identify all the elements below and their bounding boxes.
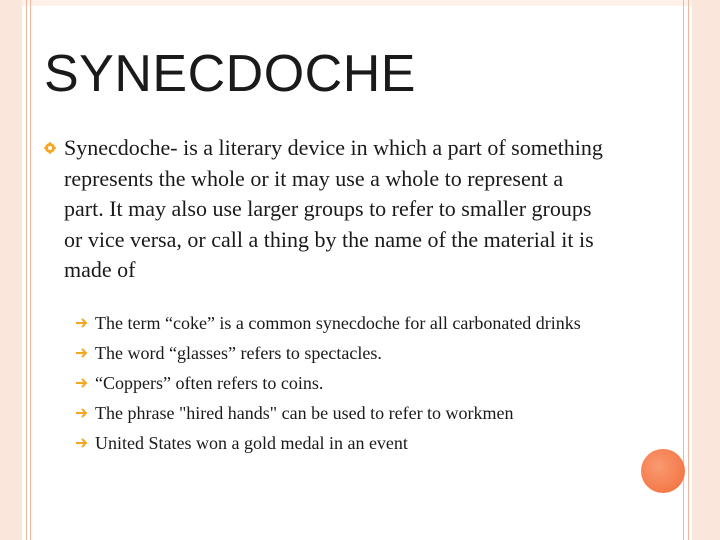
main-bullet [44,133,604,286]
sub-bullet-item [74,341,644,365]
right-border-line [688,0,689,540]
sub-bullet-text: The phrase "hired hands" can be used to refer to workmen [95,403,514,423]
sub-bullet-item [74,401,644,425]
main-bullet-text: Synecdoche- is a literary device in which a part of something represents the whole or it may use a whole to represent a part. It may also use larger groups to refer to smaller groups or vice versa, or call a thing by the name of the material it is made of [64,135,603,282]
sub-bullet-list [74,311,644,461]
decorative-orange-circle [641,449,685,493]
sub-bullet-text: The word “glasses” refers to spectacles. [95,343,382,363]
right-border [692,0,720,540]
arrow-bullet-icon [76,377,91,389]
sub-bullet-text: United States won a gold medal in an event [95,433,408,453]
arrow-bullet-icon [76,407,91,419]
slide-title: SYNECDOCHE [44,45,416,103]
right-border-line [683,0,684,540]
sub-bullet-item [74,371,644,395]
sub-bullet-item [74,311,644,335]
arrow-bullet-icon [76,437,91,449]
top-border [0,0,720,6]
arrow-bullet-icon [76,317,91,329]
left-border-line [26,0,27,540]
left-border [0,0,22,540]
settings-gear-bullet-icon [44,142,56,154]
left-border-line [30,0,31,540]
sub-bullet-text: The term “coke” is a common synecdoche for all carbonated drinks [95,313,581,333]
sub-bullet-item [74,431,644,455]
arrow-bullet-icon [76,347,91,359]
sub-bullet-text: “Coppers” often refers to coins. [95,373,324,393]
